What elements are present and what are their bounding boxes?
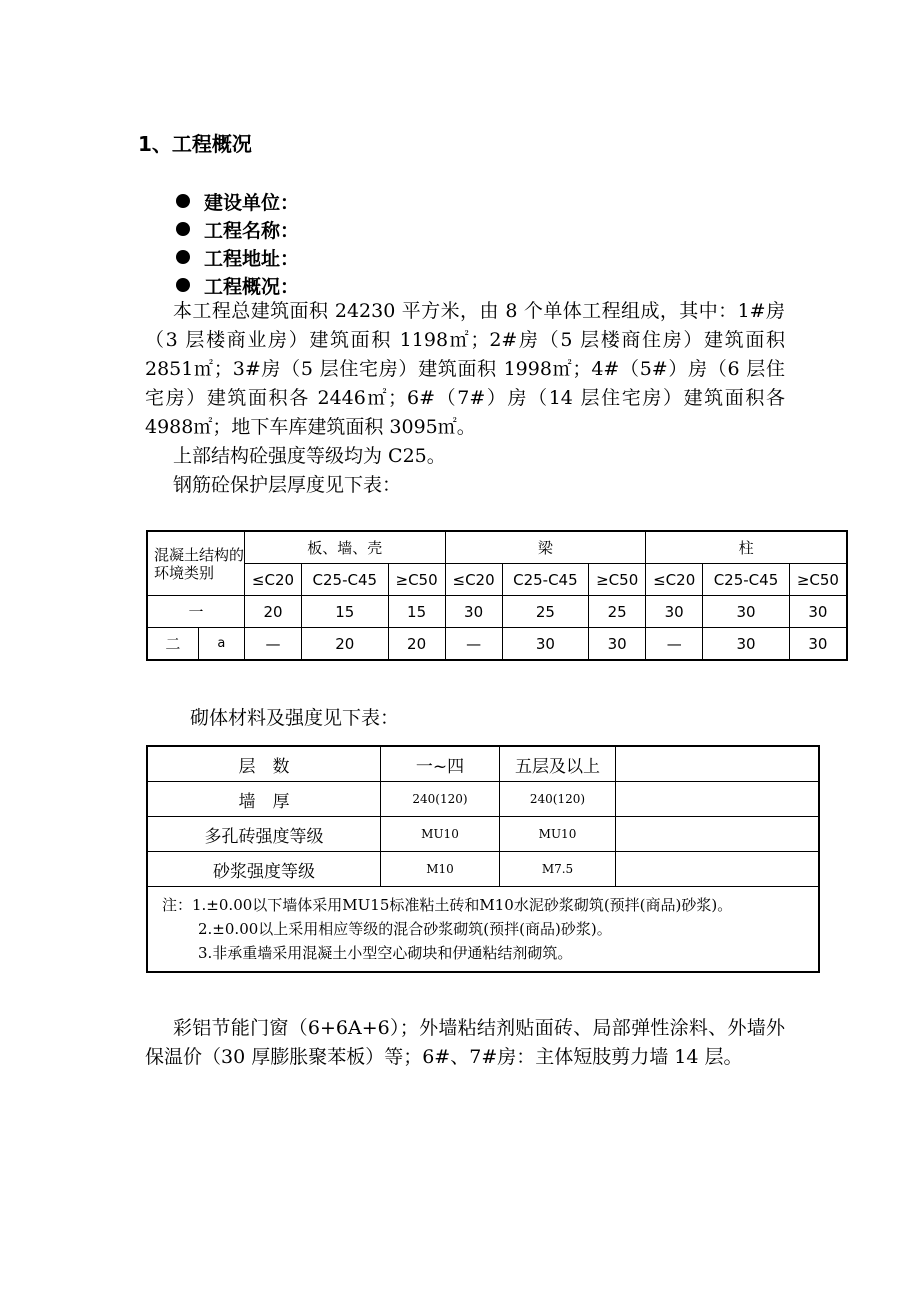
table-cell: 多孔砖强度等级 (147, 817, 381, 852)
table-row (147, 596, 847, 628)
table-cell: 20 (302, 628, 389, 661)
table-cell: 墙 厚 (147, 782, 381, 817)
note-line: 2.±0.00以上采用相应等级的混合砂浆砌筑(预拌(商品)砂浆)。 (198, 920, 612, 938)
table-cell: 240(120) (381, 782, 500, 817)
masonry-table (146, 745, 820, 973)
table-row (147, 817, 819, 852)
concrete-paragraph: 上部结构砼强度等级均为 C25。 (173, 445, 446, 467)
bullet-label: 工程概况： (204, 276, 300, 298)
table-cell: 30 (703, 628, 790, 661)
cover-thickness-table (146, 530, 848, 661)
table-cell: 30 (789, 628, 847, 661)
window-paragraph (145, 1014, 785, 1072)
sub-header: ≥C50 (589, 564, 646, 596)
row-sublabel: a (198, 628, 244, 661)
table-row (147, 628, 847, 661)
table-cell: 砂浆强度等级 (147, 852, 381, 887)
window-text: 彩铝节能门窗（6+6A+6）；外墙粘结剂贴面砖、局部弹性涂料、外墙外保温价（30 厚膨胀聚苯板）等；6#、7#房：主体短肢剪力墙 14 层。 (145, 1017, 785, 1068)
bullet-dot-icon (176, 278, 190, 292)
group-header: 梁 (445, 531, 646, 564)
table-cell: 30 (703, 596, 790, 628)
table-cell: 15 (388, 596, 445, 628)
table-row (147, 782, 819, 817)
table-cell (616, 746, 820, 782)
bullet-item (176, 188, 299, 215)
table-cell: MU10 (500, 817, 616, 852)
section-heading: 1、工程概况 (138, 132, 252, 156)
table-cell: 20 (388, 628, 445, 661)
table-cell: — (445, 628, 502, 661)
row-label: 二 (147, 628, 198, 661)
notes-cell (147, 887, 819, 973)
table-cell: 25 (502, 596, 589, 628)
overview-text (145, 297, 785, 500)
notes-row (147, 887, 819, 973)
row-label: 一 (147, 596, 245, 628)
table-cell: — (245, 628, 302, 661)
cover-intro: 钢筋砼保护层厚度见下表： (173, 474, 402, 496)
sub-header: C25-C45 (703, 564, 790, 596)
sub-header: C25-C45 (502, 564, 589, 596)
note-line: 3.非承重墙采用混凝土小型空心砌块和伊通粘结剂砌筑。 (198, 944, 573, 962)
area-paragraph: 本工程总建筑面积 24230 平方米，由 8 个单体工程组成，其中：1#房（3 层楼商业房）建筑面积 1198㎡；2#房（5 层楼商住房）建筑面积 2851㎡；3#房（5 层住宅房）建筑面积 1998㎡；4#（5#）房（6 层住宅房）建筑面积各 2446㎡；6#（7#）房（14 层住宅房）建筑面积各 4988㎡；地下车库建筑面积 3095㎡。 (145, 300, 785, 438)
table-cell (616, 782, 820, 817)
group-header: 柱 (646, 531, 847, 564)
table-cell: 一~四 (381, 746, 500, 782)
bullet-item (176, 272, 299, 299)
table-cell: 五层及以上 (500, 746, 616, 782)
group-header: 板、墙、壳 (245, 531, 446, 564)
table-cell: 15 (302, 596, 389, 628)
bullet-label: 工程地址： (204, 248, 300, 270)
table-cell (616, 852, 820, 887)
sub-header: ≥C50 (789, 564, 847, 596)
table-cell: M10 (381, 852, 500, 887)
table-cell (616, 817, 820, 852)
sub-header: C25-C45 (302, 564, 389, 596)
table-cell: M7.5 (500, 852, 616, 887)
bullet-dot-icon (176, 194, 190, 208)
table-cell: 30 (646, 596, 703, 628)
table-cell: 30 (789, 596, 847, 628)
corner-header: 混凝土结构的环境类别 (147, 531, 245, 596)
bullet-item (176, 216, 299, 243)
sub-header: ≤C20 (445, 564, 502, 596)
table-row (147, 852, 819, 887)
bullet-dot-icon (176, 222, 190, 236)
table-row (147, 746, 819, 782)
sub-header: ≤C20 (646, 564, 703, 596)
bullet-item (176, 244, 299, 271)
bullet-label: 工程名称： (204, 220, 300, 242)
note-line: 注：1.±0.00以下墙体采用MU15标准粘土砖和M10水泥砂浆砌筑(预拌(商品)砂浆)。 (162, 896, 733, 914)
table-cell: 30 (502, 628, 589, 661)
table-cell: MU10 (381, 817, 500, 852)
sub-header: ≥C50 (388, 564, 445, 596)
table-cell: 240(120) (500, 782, 616, 817)
masonry-intro: 砌体材料及强度见下表： (190, 707, 400, 729)
table-cell: 30 (445, 596, 502, 628)
bullet-dot-icon (176, 250, 190, 264)
bullet-label: 建设单位： (204, 192, 300, 214)
table-cell: — (646, 628, 703, 661)
table-cell: 20 (245, 596, 302, 628)
table-cell: 层 数 (147, 746, 381, 782)
table-cell: 25 (589, 596, 646, 628)
sub-header: ≤C20 (245, 564, 302, 596)
table-cell: 30 (589, 628, 646, 661)
